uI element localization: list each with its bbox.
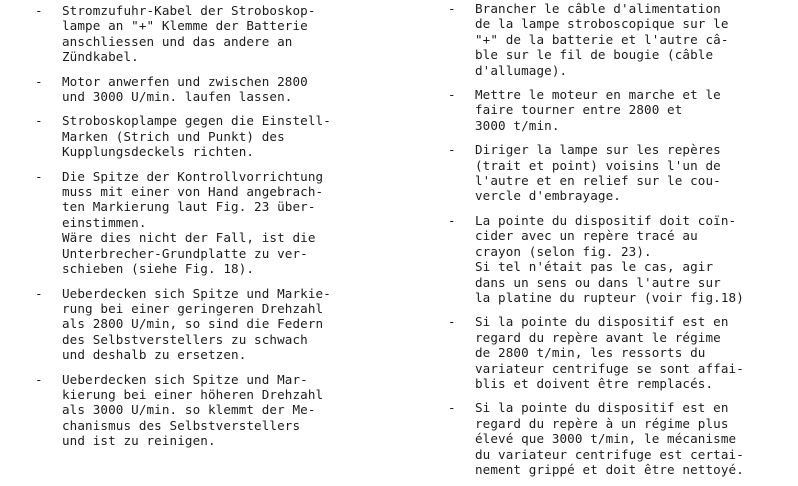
text-line: nement grippé et doit être nettoyé. (475, 461, 744, 477)
bullet-dash: - (448, 142, 456, 158)
text-line: regard du repère à un régime plus (475, 415, 729, 431)
text-line: als 2800 U/min, so sind die Federn (62, 316, 324, 332)
text-line: de 2800 t/min, les ressorts du (475, 345, 706, 361)
text-line: blis et doivent être remplacés. (475, 375, 714, 391)
bullet-dash: - (448, 400, 456, 416)
text-line: Si la pointe du dispositif est en (475, 314, 729, 330)
german-step-5 (35, 286, 395, 363)
french-column (448, 0, 793, 486)
text-line: Ueberdecken sich Spitze und Markie- (62, 285, 331, 301)
text-line: Kupplungsdeckels richten. (62, 144, 255, 160)
text-line: ble sur le fil de bougie (câble (475, 47, 714, 63)
german-column (35, 0, 395, 458)
text-line: anschliessen und das andere an (62, 33, 293, 49)
text-line: variateur centrifuge se sont affai- (475, 360, 744, 376)
text-line: einstimmen. (62, 214, 147, 230)
german-step-6 (35, 372, 395, 449)
french-step-3 (448, 142, 793, 204)
text-line: l'autre et en relief sur le cou- (475, 173, 721, 189)
text-line: Si tel n'était pas le cas, agir (475, 259, 714, 275)
text-line: lampe an "+" Klemme der Batterie (62, 18, 308, 34)
text-line: Stroboskoplampe gegen die Einstell- (62, 113, 331, 129)
text-line: Motor anwerfen und zwischen 2800 (62, 73, 308, 89)
bullet-dash: - (448, 314, 456, 330)
text-line: Si la pointe du dispositif est en (475, 400, 729, 416)
bullet-dash: - (35, 168, 43, 184)
french-step-2 (448, 87, 793, 133)
text-line: (trait et point) voisins l'un de (475, 157, 721, 173)
text-line: Diriger la lampe sur les repères (475, 142, 721, 158)
text-line: Die Spitze der Kontrollvorrichtung (62, 168, 324, 184)
text-line: Stromzufuhr-Kabel der Stroboskop- (62, 3, 316, 18)
text-line: Ueberdecken sich Spitze und Mar- (62, 371, 308, 387)
german-step-1 (35, 3, 395, 65)
text-line: schieben (siehe Fig. 18). (62, 261, 255, 277)
bullet-dash: - (35, 73, 43, 89)
text-line: Zündkabel. (62, 49, 139, 65)
german-step-2 (35, 74, 395, 105)
bullet-dash: - (448, 87, 456, 103)
bullet-dash: - (35, 371, 43, 387)
bullet-dash: - (35, 285, 43, 301)
text-line: als 3000 U/min. so klemmt der Me- (62, 402, 316, 418)
text-line: Mettre le moteur en marche et le (475, 87, 721, 103)
text-line: Brancher le câble d'alimentation (475, 1, 721, 16)
text-line: muss mit einer von Hand angebrach- (62, 184, 324, 200)
text-line: faire tourner entre 2800 et (475, 102, 683, 118)
text-line: de la lampe stroboscopique sur le (475, 16, 729, 32)
bullet-dash: - (35, 3, 43, 18)
text-line: du variateur centrifuge est certai- (475, 446, 744, 462)
text-line: dans un sens ou dans l'autre sur (475, 274, 721, 290)
text-line: kierung bei einer höheren Drehzahl (62, 386, 324, 402)
french-step-1 (448, 1, 793, 78)
text-line: La pointe du dispositif doit coïn- (475, 212, 737, 228)
text-line: und deshalb zu ersetzen. (62, 347, 247, 363)
text-line: Wäre dies nicht der Fall, ist die (62, 230, 316, 246)
bullet-dash: - (35, 113, 43, 129)
text-line: crayon (selon fig. 23). (475, 243, 652, 259)
german-step-3 (35, 113, 395, 159)
text-line: Marken (Strich und Punkt) des (62, 128, 285, 144)
german-step-4 (35, 169, 395, 277)
text-line: d'allumage). (475, 62, 568, 78)
text-line: élevé que 3000 t/min, le mécanisme (475, 431, 737, 447)
text-line: cider avec un repère tracé au (475, 228, 698, 244)
text-line: rung bei einer geringeren Drehzahl (62, 300, 324, 316)
text-line: und ist zu reinigen. (62, 433, 216, 449)
bullet-dash: - (448, 1, 456, 16)
text-line: 3000 t/min. (475, 117, 560, 133)
text-line: Unterbrecher-Grundplatte zu ver- (62, 245, 308, 261)
text-line: la platine du rupteur (voir fig.18) (475, 289, 744, 305)
text-line: chanismus des Selbstverstellers (62, 417, 301, 433)
text-line: "+" de la batterie et l'autre câ- (475, 31, 729, 47)
french-step-4 (448, 213, 793, 305)
text-line: ten Markierung laut Fig. 23 über- (62, 199, 316, 215)
text-line: regard du repère avant le régime (475, 329, 721, 345)
french-step-5 (448, 314, 793, 391)
french-step-6 (448, 400, 793, 477)
text-line: des Selbstverstellers zu schwach (62, 331, 308, 347)
text-line: vercle d'embrayage. (475, 188, 621, 204)
bullet-dash: - (448, 212, 456, 228)
text-line: und 3000 U/min. laufen lassen. (62, 89, 293, 105)
